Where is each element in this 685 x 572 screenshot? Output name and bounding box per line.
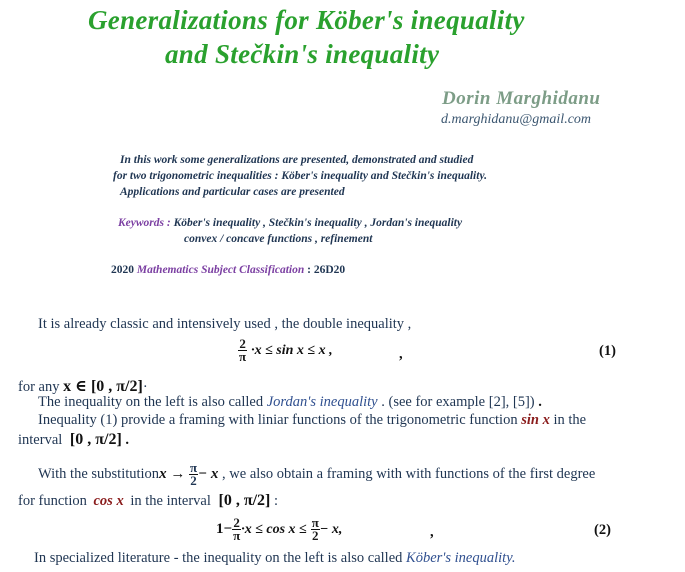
p5-text-c: :	[273, 493, 279, 509]
eq2-frac1-num: 2	[233, 515, 240, 530]
p2-text-a: The inequality on the left is also called	[38, 394, 264, 410]
for-any-math: x ∈ [0 , π/2]	[63, 378, 143, 395]
p2-dot: .	[538, 394, 542, 410]
p4-math-rhs: − x	[198, 465, 219, 482]
p4-text-a: With the substitution	[38, 465, 160, 482]
keywords-line-1	[118, 217, 462, 229]
p3-text-a: Inequality (1) provide a framing with liniar functions of the trigonometric function	[38, 412, 518, 428]
paragraph-3-line-2	[18, 431, 129, 449]
equation-2	[216, 517, 342, 542]
eq1-number: (1)	[599, 343, 616, 359]
eq1-fraction	[238, 338, 247, 363]
paper-title-line-1: Generalizations for Köber's inequality	[88, 5, 525, 35]
paragraph-6	[34, 550, 515, 567]
eq2-frac2-den: 2	[312, 528, 319, 543]
paragraph-4	[38, 462, 595, 487]
eq1-frac-den: π	[239, 349, 247, 364]
p3-math: sin x	[521, 412, 550, 428]
msc-line	[111, 264, 345, 276]
author-email[interactable]: d.marghidanu@gmail.com	[441, 112, 592, 127]
eq1-rest: ·x ≤ sin x ≤ x ,	[251, 343, 333, 359]
p2-jordan: Jordan's inequality	[266, 394, 378, 410]
p4-text-b: , we also obtain a framing with with functions of the first degree	[222, 465, 596, 482]
msc-label: Mathematics Subject Classification	[136, 264, 305, 276]
eq2-frac2-num: π	[311, 515, 319, 530]
keywords-label: Keywords :	[118, 217, 171, 229]
for-any-prefix: for any	[18, 379, 60, 395]
for-any-suffix: ·	[142, 379, 148, 395]
abstract-line-1: In this work some generalizations are presented, demonstrated and studied	[120, 154, 474, 166]
p5-text-a: for function	[18, 493, 87, 509]
p3-text-c: interval	[18, 432, 63, 448]
eq2-tail: − x,	[319, 522, 343, 538]
p6-kober: Köber's inequality.	[406, 550, 516, 566]
p5-math: cos x	[93, 493, 124, 509]
p4-frac-den: 2	[190, 473, 197, 488]
p3-text-b: in the	[553, 412, 587, 428]
p5-text-b: in the interval	[130, 493, 211, 509]
abstract-line-2: for two trigonometric inequalities : Köber's inequality and Stečkin's inequality.	[113, 170, 487, 182]
p4-math-lhs: x →	[159, 465, 186, 482]
paragraph-5	[18, 492, 278, 510]
p3-interval: [0 , π/2]	[69, 431, 122, 448]
paper-title-line-2: and Stečkin's inequality	[165, 39, 440, 69]
keywords-line-2: convex / concave functions , refinement	[184, 233, 373, 245]
eq2-number: (2)	[594, 522, 611, 538]
p4-fraction	[189, 462, 198, 487]
p3-dot: .	[125, 432, 130, 448]
eq2-frac1-den: π	[233, 528, 241, 543]
eq2-middle: ·x ≤ cos x ≤	[241, 522, 307, 538]
keywords-text-1: Köber's inequality , Stečkin's inequality , Jordan's inequality	[173, 217, 463, 229]
eq2-comma: ,	[430, 524, 434, 540]
msc-code: 26D20	[313, 264, 346, 276]
author-name: Dorin Marghidanu	[442, 88, 601, 109]
eq2-fraction-2	[311, 517, 320, 542]
eq2-fraction-1	[232, 517, 241, 542]
p4-frac-num: π	[189, 460, 198, 475]
eq1-frac-num: 2	[239, 336, 246, 351]
paragraph-2	[38, 394, 542, 411]
eq1-comma: ,	[399, 346, 403, 362]
msc-separator: :	[304, 264, 314, 276]
for-any-line	[18, 376, 148, 396]
p2-text-b: . (see for example [2], [5])	[381, 394, 535, 410]
paragraph-3	[38, 412, 586, 429]
p6-text-a: In specialized literature - the inequality on the left is also called	[34, 550, 403, 566]
abstract-line-3: Applications and particular cases are presented	[120, 186, 345, 198]
paragraph-1: It is already classic and intensively used , the double inequality ,	[38, 316, 412, 332]
eq2-lead: 1−	[216, 521, 233, 538]
msc-year: 2020	[111, 264, 134, 276]
p5-interval: [0 , π/2]	[218, 492, 271, 509]
equation-1	[238, 338, 333, 363]
